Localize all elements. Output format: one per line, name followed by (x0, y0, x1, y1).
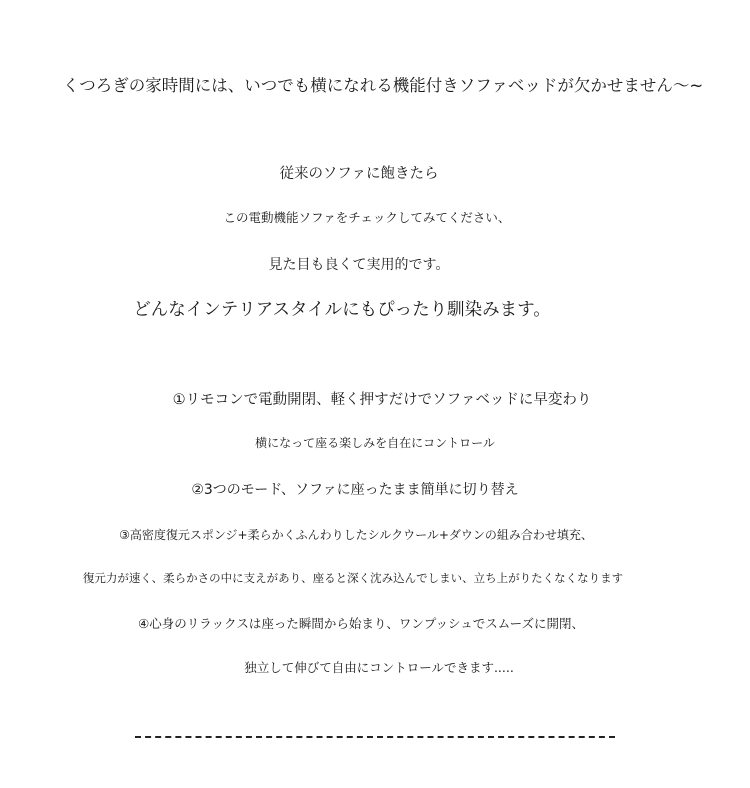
headline-text: くつろぎの家時間には、いつでも横になれる機能付きソファベッドが欠かせません〜~ (62, 76, 704, 95)
feature-1-title: ①リモコンで電動開閉、軽く押すだけでソファベッドに早変わり (172, 392, 592, 408)
intro-line-1: 従来のソファに飽きたら (279, 166, 439, 182)
feature-3-description: 復元力が速く、柔らかさの中に支えがあり、座ると深く沈み込んでしまい、立ち上がりたくなくなります (82, 571, 624, 585)
feature-2-title: ②3つのモード、ソファに座ったまま簡単に切り替え (191, 482, 519, 498)
intro-line-4: どんなインテリアスタイルにもぴったり馴染みます。 (133, 300, 551, 320)
feature-4-description: 独立して伸びて自由にコントロールできます..... (244, 660, 514, 675)
feature-3-title: ③高密度復元スポンジ+柔らかくふんわりしたシルクウール+ダウンの組み合わせ填充、 (119, 528, 593, 542)
intro-line-2: この電動機能ソファをチェックしてみてください、 (223, 210, 511, 225)
feature-1-description: 横になって座る楽しみを自在にコントロール (255, 436, 495, 450)
feature-4-title: ④心身のリラックスは座った瞬間から始まり、ワンプッシュでスムーズに開閉、 (138, 616, 584, 631)
intro-line-3: 見た目も良くて実用的です。 (268, 257, 450, 273)
dashed-divider (135, 736, 615, 738)
